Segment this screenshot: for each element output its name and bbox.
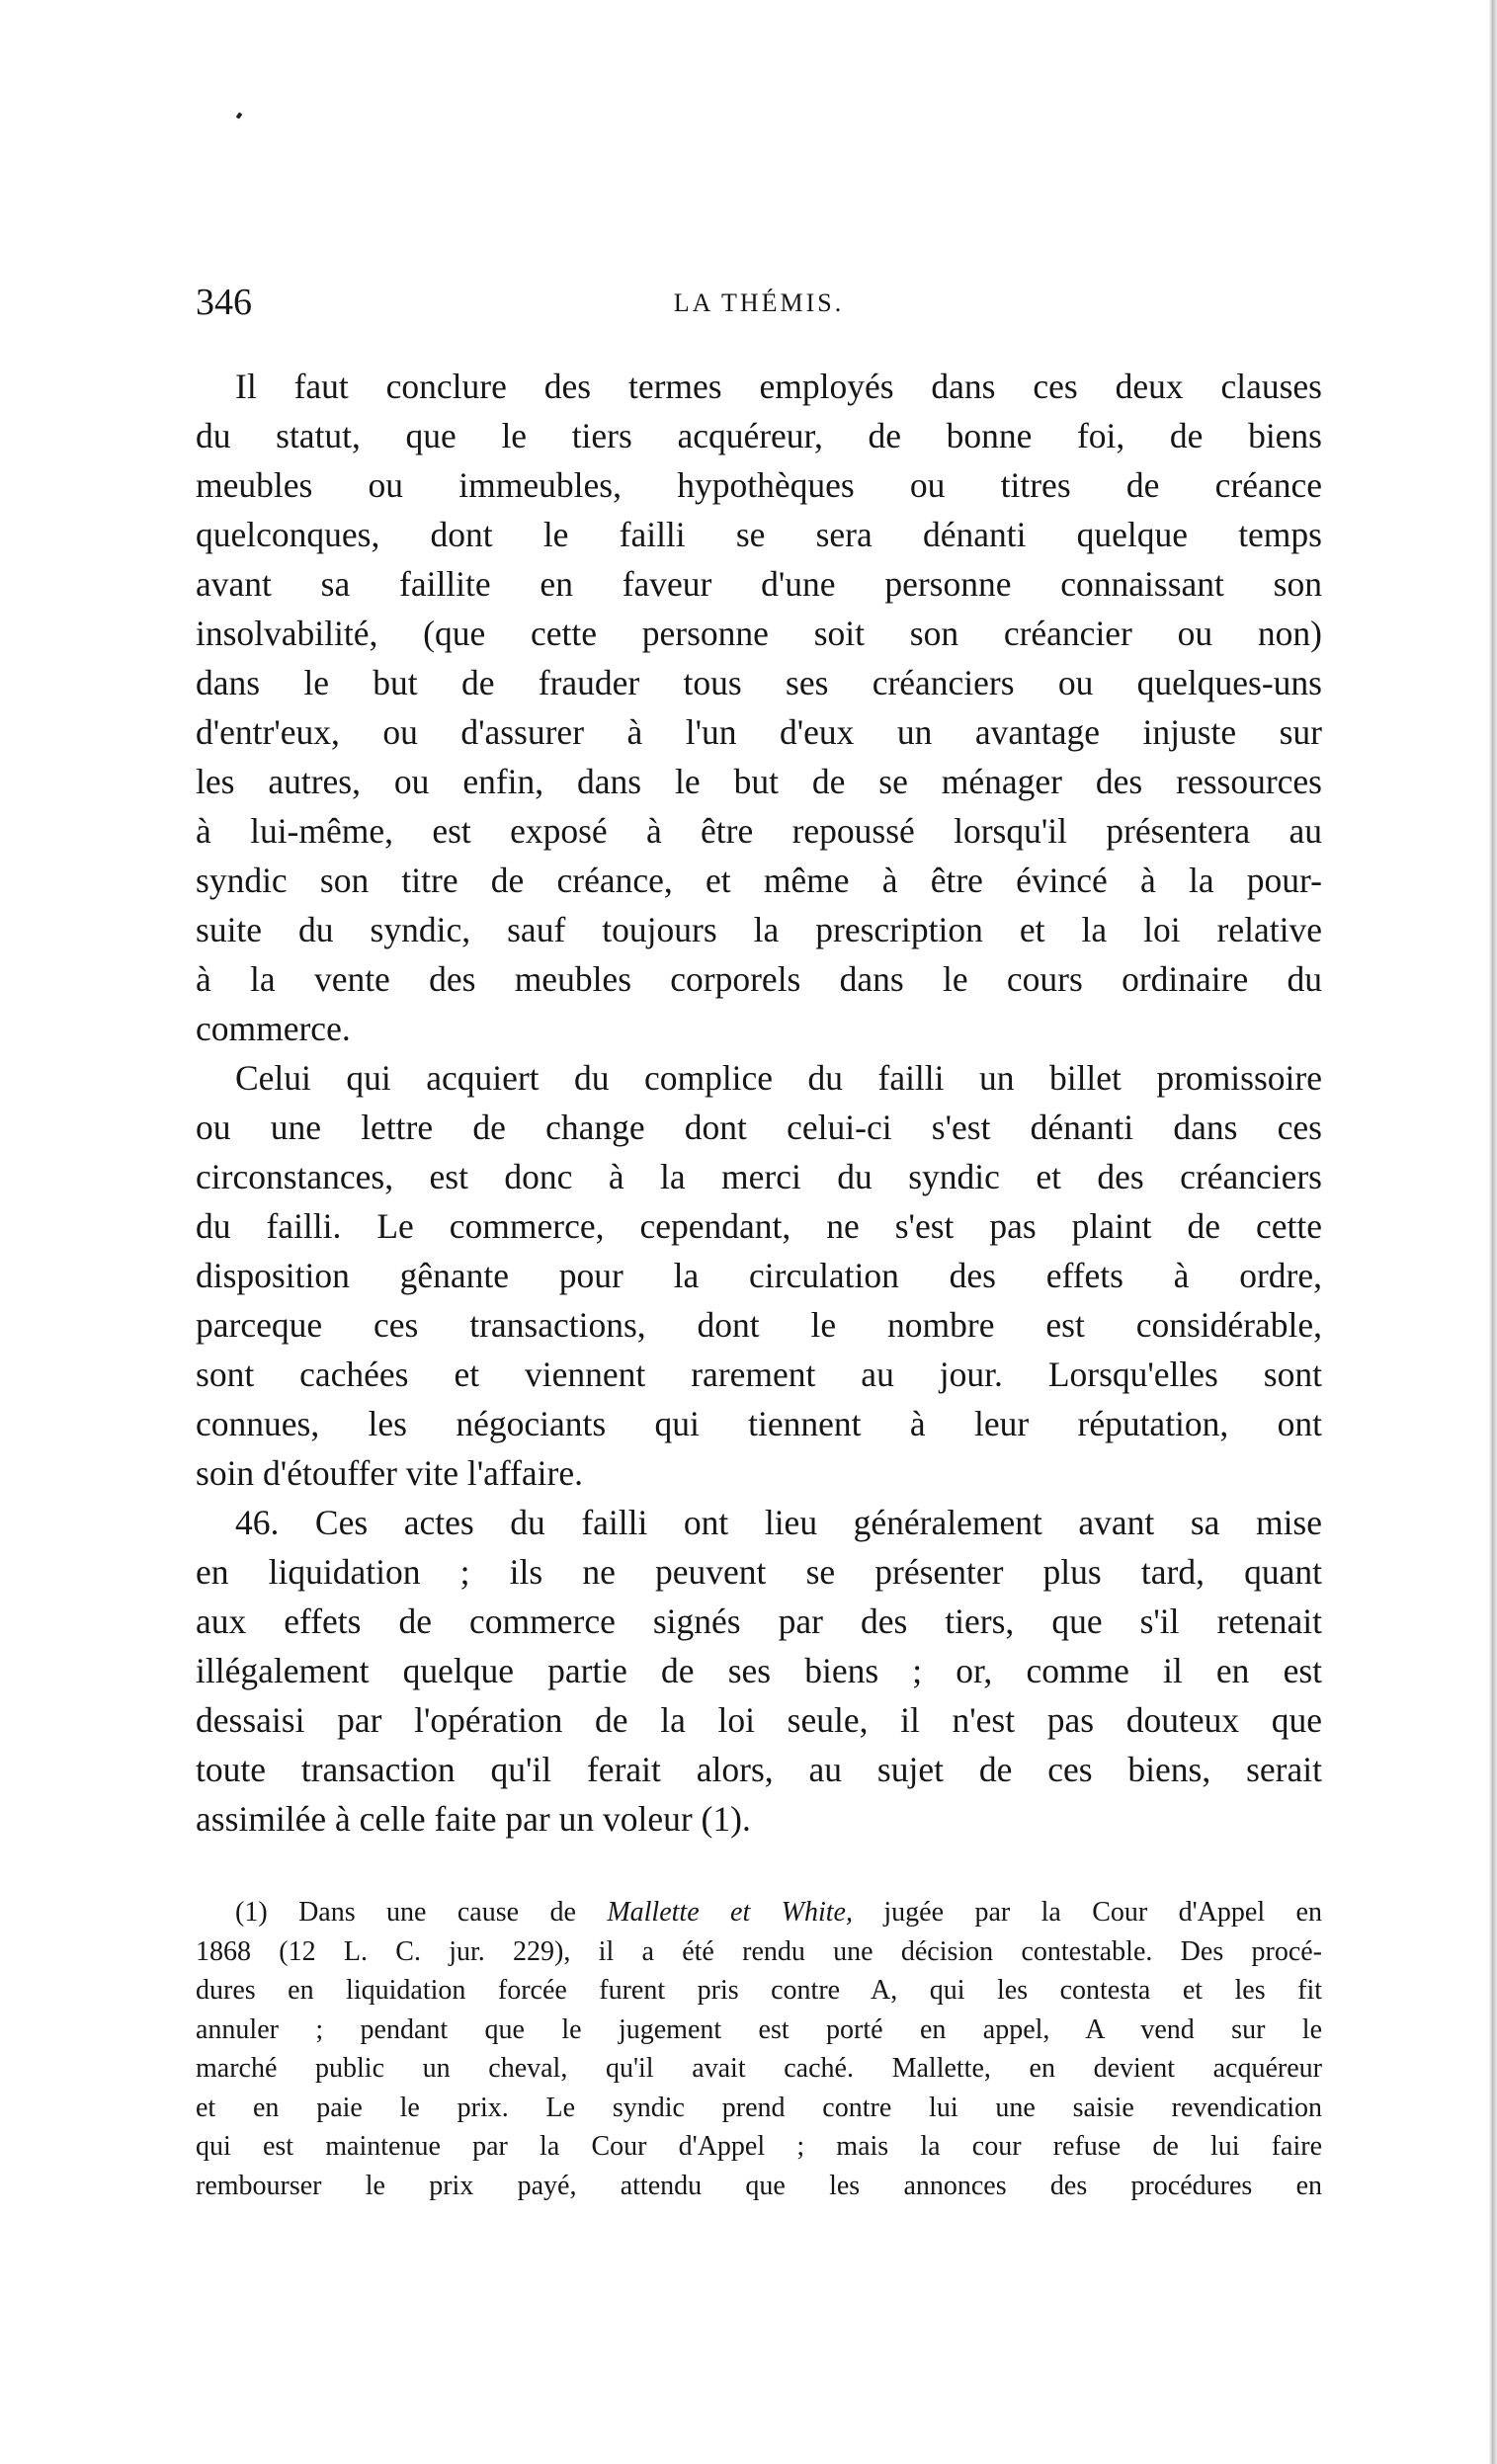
paragraph-1-line: insolvabilité, (que cette personne soit son créancier ou non) — [196, 614, 1322, 653]
page-header — [196, 281, 1322, 340]
footnote — [196, 1893, 1322, 2205]
paragraph-3-line: assimilée à celle faite par un voleur (1). — [196, 1799, 751, 1839]
footnote-line — [196, 1893, 1322, 1932]
paragraph-1-line: avant sa faillite en faveur d'une personne connaissant son — [196, 564, 1322, 604]
paragraph-3-line: illégalement quelque partie de ses biens ; or, comme il en est — [196, 1651, 1322, 1690]
footnote-line: 1868 (12 L. C. jur. 229), il a été rendu une décision contestable. Des procé- — [196, 1935, 1322, 1967]
footnote-line: marché public un cheval, qu'il avait caché. Mallette, en devient acquéreur — [196, 2053, 1322, 2084]
paragraph-2-line: Celui qui acquiert du complice du failli un billet promissoire — [235, 1058, 1322, 1098]
paragraph-1-line: Il faut conclure des termes employés dans ces deux clauses — [235, 367, 1322, 406]
paragraph-1-line: meubles ou immeubles, hypothèques ou titres de créance — [196, 465, 1322, 505]
paragraph-2-line: soin d'étouffer vite l'affaire. — [196, 1453, 583, 1493]
footnote-line: et en paie le prix. Le syndic prend contre lui une saisie revendication — [196, 2092, 1322, 2123]
footnote-marker-text: (1) Dans une cause de — [235, 1897, 608, 1928]
footnote-line: qui est maintenue par la Cour d'Appel ; mais la cour refuse de lui faire — [196, 2131, 1322, 2162]
paragraph-1-line: dans le but de frauder tous ses créanciers ou quelques-uns — [196, 663, 1322, 702]
footnote-line-rest: jugée par la Cour d'Appel en — [852, 1897, 1322, 1928]
footnote-case-name: Mallette et White, — [607, 1897, 853, 1928]
paragraph-1-line: à la vente des meubles corporels dans le cours ordinaire du — [196, 959, 1322, 999]
running-title: LA THÉMIS. — [673, 288, 845, 317]
paragraph-1-line: à lui-même, est exposé à être repoussé lorsqu'il présentera au — [196, 811, 1322, 851]
paragraph-3-line: en liquidation ; ils ne peuvent se présenter plus tard, quant — [196, 1552, 1322, 1592]
paragraph-1-line: du statut, que le tiers acquéreur, de bonne foi, de biens — [196, 416, 1322, 455]
footnote-line: dures en liquidation forcée furent pris contre A, qui les contesta et les fit — [196, 1975, 1322, 2006]
paragraph-1-line: quelconques, dont le failli se sera dénanti quelque temps — [196, 515, 1322, 554]
paragraph-2-line: circonstances, est donc à la merci du syndic et des créanciers — [196, 1157, 1322, 1196]
paragraph-2-line: parceque ces transactions, dont le nombre est considérable, — [196, 1305, 1322, 1345]
body-text — [196, 362, 1322, 1844]
ink-speck — [236, 112, 243, 119]
page-edge-shadow — [1489, 0, 1497, 2464]
paragraph-1-line: d'entr'eux, ou d'assurer à l'un d'eux un avantage injuste sur — [196, 712, 1322, 752]
paragraph-1-line: suite du syndic, sauf toujours la prescription et la loi relative — [196, 910, 1322, 949]
footnote-line: rembourser le prix payé, attendu que les annonces des procédures en — [196, 2170, 1322, 2201]
paragraph-1-line: les autres, ou enfin, dans le but de se ménager des ressources — [196, 762, 1322, 801]
paragraph-1-line: commerce. — [196, 1009, 351, 1048]
paragraph-2-line: du failli. Le commerce, cependant, ne s'est pas plaint de cette — [196, 1206, 1322, 1246]
paragraph-1-line: syndic son titre de créance, et même à être évincé à la pour- — [196, 861, 1322, 900]
paragraph-3-line: dessaisi par l'opération de la loi seule, il n'est pas douteux que — [196, 1700, 1322, 1740]
page-number: 346 — [196, 282, 252, 323]
paragraph-2-line: ou une lettre de change dont celui-ci s'est dénanti dans ces — [196, 1108, 1322, 1147]
paragraph-2-line: sont cachées et viennent rarement au jour. Lorsqu'elles sont — [196, 1355, 1322, 1394]
paragraph-3-line: toute transaction qu'il ferait alors, au sujet de ces biens, serait — [196, 1750, 1322, 1789]
paragraph-3-line: aux effets de commerce signés par des tiers, que s'il retenait — [196, 1602, 1322, 1641]
footnote-line: annuler ; pendant que le jugement est porté en appel, A vend sur le — [196, 2013, 1322, 2045]
paragraph-3-line: 46. Ces actes du failli ont lieu généralement avant sa mise — [235, 1503, 1322, 1542]
paragraph-2-line: connues, les négociants qui tiennent à leur réputation, ont — [196, 1404, 1322, 1443]
paragraph-2-line: disposition gênante pour la circulation des effets à ordre, — [196, 1256, 1322, 1295]
